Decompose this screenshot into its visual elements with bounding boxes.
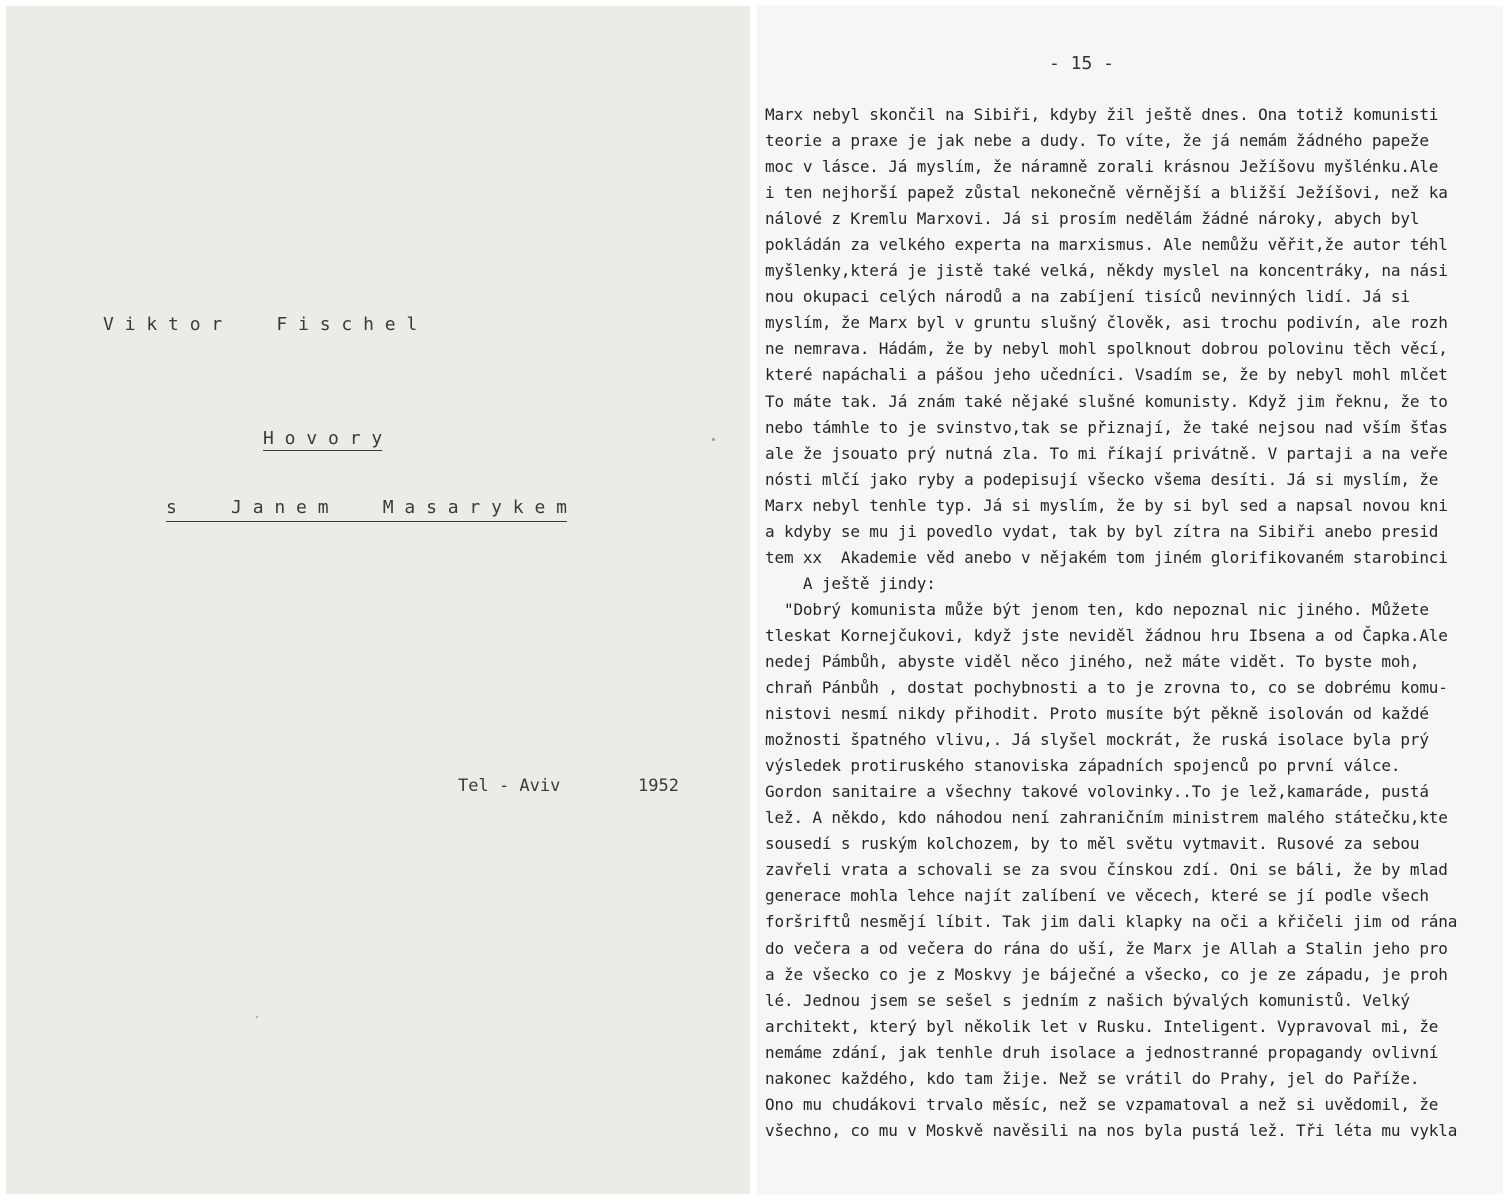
text-line: architekt, který byl několik let v Rusku. Inteligent. Vypravoval mi, že xyxy=(765,1016,1439,1036)
text-line: A ještě jindy: xyxy=(765,573,936,593)
text-line: lé. Jednou jsem se sešel s jedním z našich bývalých komunistů. Velký xyxy=(765,990,1410,1010)
text-line: generace mohla lehce najít zalíbení ve věcech, které se jí podle všech xyxy=(765,886,1429,906)
text-line: nakonec každého, kdo tam žije. Než se vrátil do Prahy, jel do Paříže. xyxy=(765,1068,1420,1088)
text-line: i ten nejhorší papež zůstal nekonečně věrnější a bližší Ježíšovi, než ka xyxy=(765,183,1448,203)
book-title: H o v o r y xyxy=(263,428,383,449)
text-line: "Dobrý komunista může být jenom ten, kdo nepoznal nic jiného. Můžete xyxy=(765,599,1429,619)
text-line: nebo támhle to je svinstvo,tak se přiznají, že také nejsou nad vším šťas xyxy=(765,417,1448,437)
text-line: Marx nebyl skončil na Sibiři, kdyby žil ještě dnes. Ona totiž komunisti xyxy=(765,105,1439,124)
text-line: tleskat Kornejčukovi, když jste neviděl žádnou hru Ibsena a od Čapka.Ale xyxy=(765,625,1448,645)
text-line: myslím, že Marx byl v gruntu slušný člověk, asi trochu podivín, ale rozh xyxy=(765,313,1448,333)
text-line: moc v lásce. Já myslím, že náramně zorali krásnou Ježíšovu myšlénku.Ale xyxy=(765,157,1439,177)
text-line: které napáchali a pášou jeho učedníci. Vsadím se, že by nebyl mohl mlčet xyxy=(765,365,1448,385)
author-name: V i k t o r F i s c h e l xyxy=(103,314,418,335)
text-line: ale že jsouato prý nutná zla. To mi říkají privátně. V partaji a na veře xyxy=(765,443,1448,463)
title-page xyxy=(6,6,750,1194)
text-line: chraň Pánbůh , dostat pochybnosti a to je zrovna to, co se dobrému komu- xyxy=(765,678,1448,698)
text-line: do večera a od večera do rána do uší, že Marx je Allah a Stalin jeho pro xyxy=(765,938,1448,958)
text-line: a že všecko co je z Moskvy je báječné a všecko, co je ze západu, je proh xyxy=(765,964,1448,984)
publication-year: 1952 xyxy=(638,776,679,796)
text-line: Marx nebyl tenhle typ. Já si myslím, že by si byl sed a napsal novou kni xyxy=(765,495,1448,515)
text-line: nou okupaci celých národů a na zabíjení tisíců nevinných lidí. Já si xyxy=(765,287,1410,307)
publication-place: Tel - Aviv xyxy=(458,776,561,796)
text-line: a kdyby se mu ji povedlo vydat, tak by byl zítra na Sibiři anebo presid xyxy=(765,521,1439,541)
text-line: myšlenky,která je jistě také velká, někdy myslel na koncentráky, na nási xyxy=(765,261,1448,281)
body-text xyxy=(765,102,1503,1144)
text-line: teorie a praxe je jak nebe a dudy. To víte, že já nemám žádného papeže xyxy=(765,131,1429,151)
text-line: možnosti špatného vlivu,. Já slyšel mockrát, že ruská isolace byla prý xyxy=(765,730,1429,750)
text-line: To máte tak. Já znám také nějaké slušné komunisty. Když jim řeknu, že to xyxy=(765,391,1448,411)
text-line: nálové z Kremlu Marxovi. Já si prosím nedělám žádné nároky, abych byl xyxy=(765,209,1420,229)
text-line: lež. A někdo, kdo náhodou není zahraničním ministrem malého státečku,kte xyxy=(765,808,1448,828)
text-line: výsledek protiruského stanoviska západních spojenců po první válce. xyxy=(765,756,1401,776)
text-line: nemáme zdání, jak tenhle druh isolace a jednostranné propagandy ovlivní xyxy=(765,1042,1439,1062)
text-line: Ono mu chudákovi trvalo měsíc, než se vzpamatoval a než si uvědomil, že xyxy=(765,1094,1439,1114)
text-page xyxy=(757,6,1503,1194)
text-line: tem xx Akademie věd anebo v nějakém tom jiném glorifikovaném starobinci xyxy=(765,547,1448,567)
text-line: všechno, co mu v Moskvě navěsili na nos byla pustá lež. Tři léta mu vykla xyxy=(765,1120,1458,1140)
page-number: - 15 - xyxy=(1049,53,1115,74)
paper-speck xyxy=(256,1016,258,1018)
text-line: pokládán za velkého experta na marxismus. Ale nemůžu věřit,že autor téhl xyxy=(765,235,1448,255)
text-line: zavřeli vrata a schovali se za svou čínskou zdí. Oni se báli, že by mlad xyxy=(765,860,1448,880)
text-line: Gordon sanitaire a všechny takové volovinky..To je lež,kamaráde, pustá xyxy=(765,782,1429,802)
text-line: nósti mlčí jako ryby a podepisují všecko všema desíti. Já si myslím, že xyxy=(765,469,1439,489)
paper-speck xyxy=(712,438,715,441)
book-subtitle: s J a n e m M a s a r y k e m xyxy=(166,497,567,518)
text-line: sousedí s ruským kolchozem, by to měl světu vytmavit. Rusové za sebou xyxy=(765,834,1420,854)
text-line: ne nemrava. Hádám, že by nebyl mohl spolknout dobrou polovinu těch věcí, xyxy=(765,339,1448,359)
text-line: nedej Pámbůh, abyste viděl něco jiného, než máte vidět. To byste moh, xyxy=(765,651,1420,671)
text-line: nistovi nesmí nikdy přihodit. Proto musíte být pěkně isolován od každé xyxy=(765,704,1429,724)
text-line: foršriftů nesmějí líbit. Tak jim dali klapky na oči a křičeli jim od rána xyxy=(765,912,1458,932)
